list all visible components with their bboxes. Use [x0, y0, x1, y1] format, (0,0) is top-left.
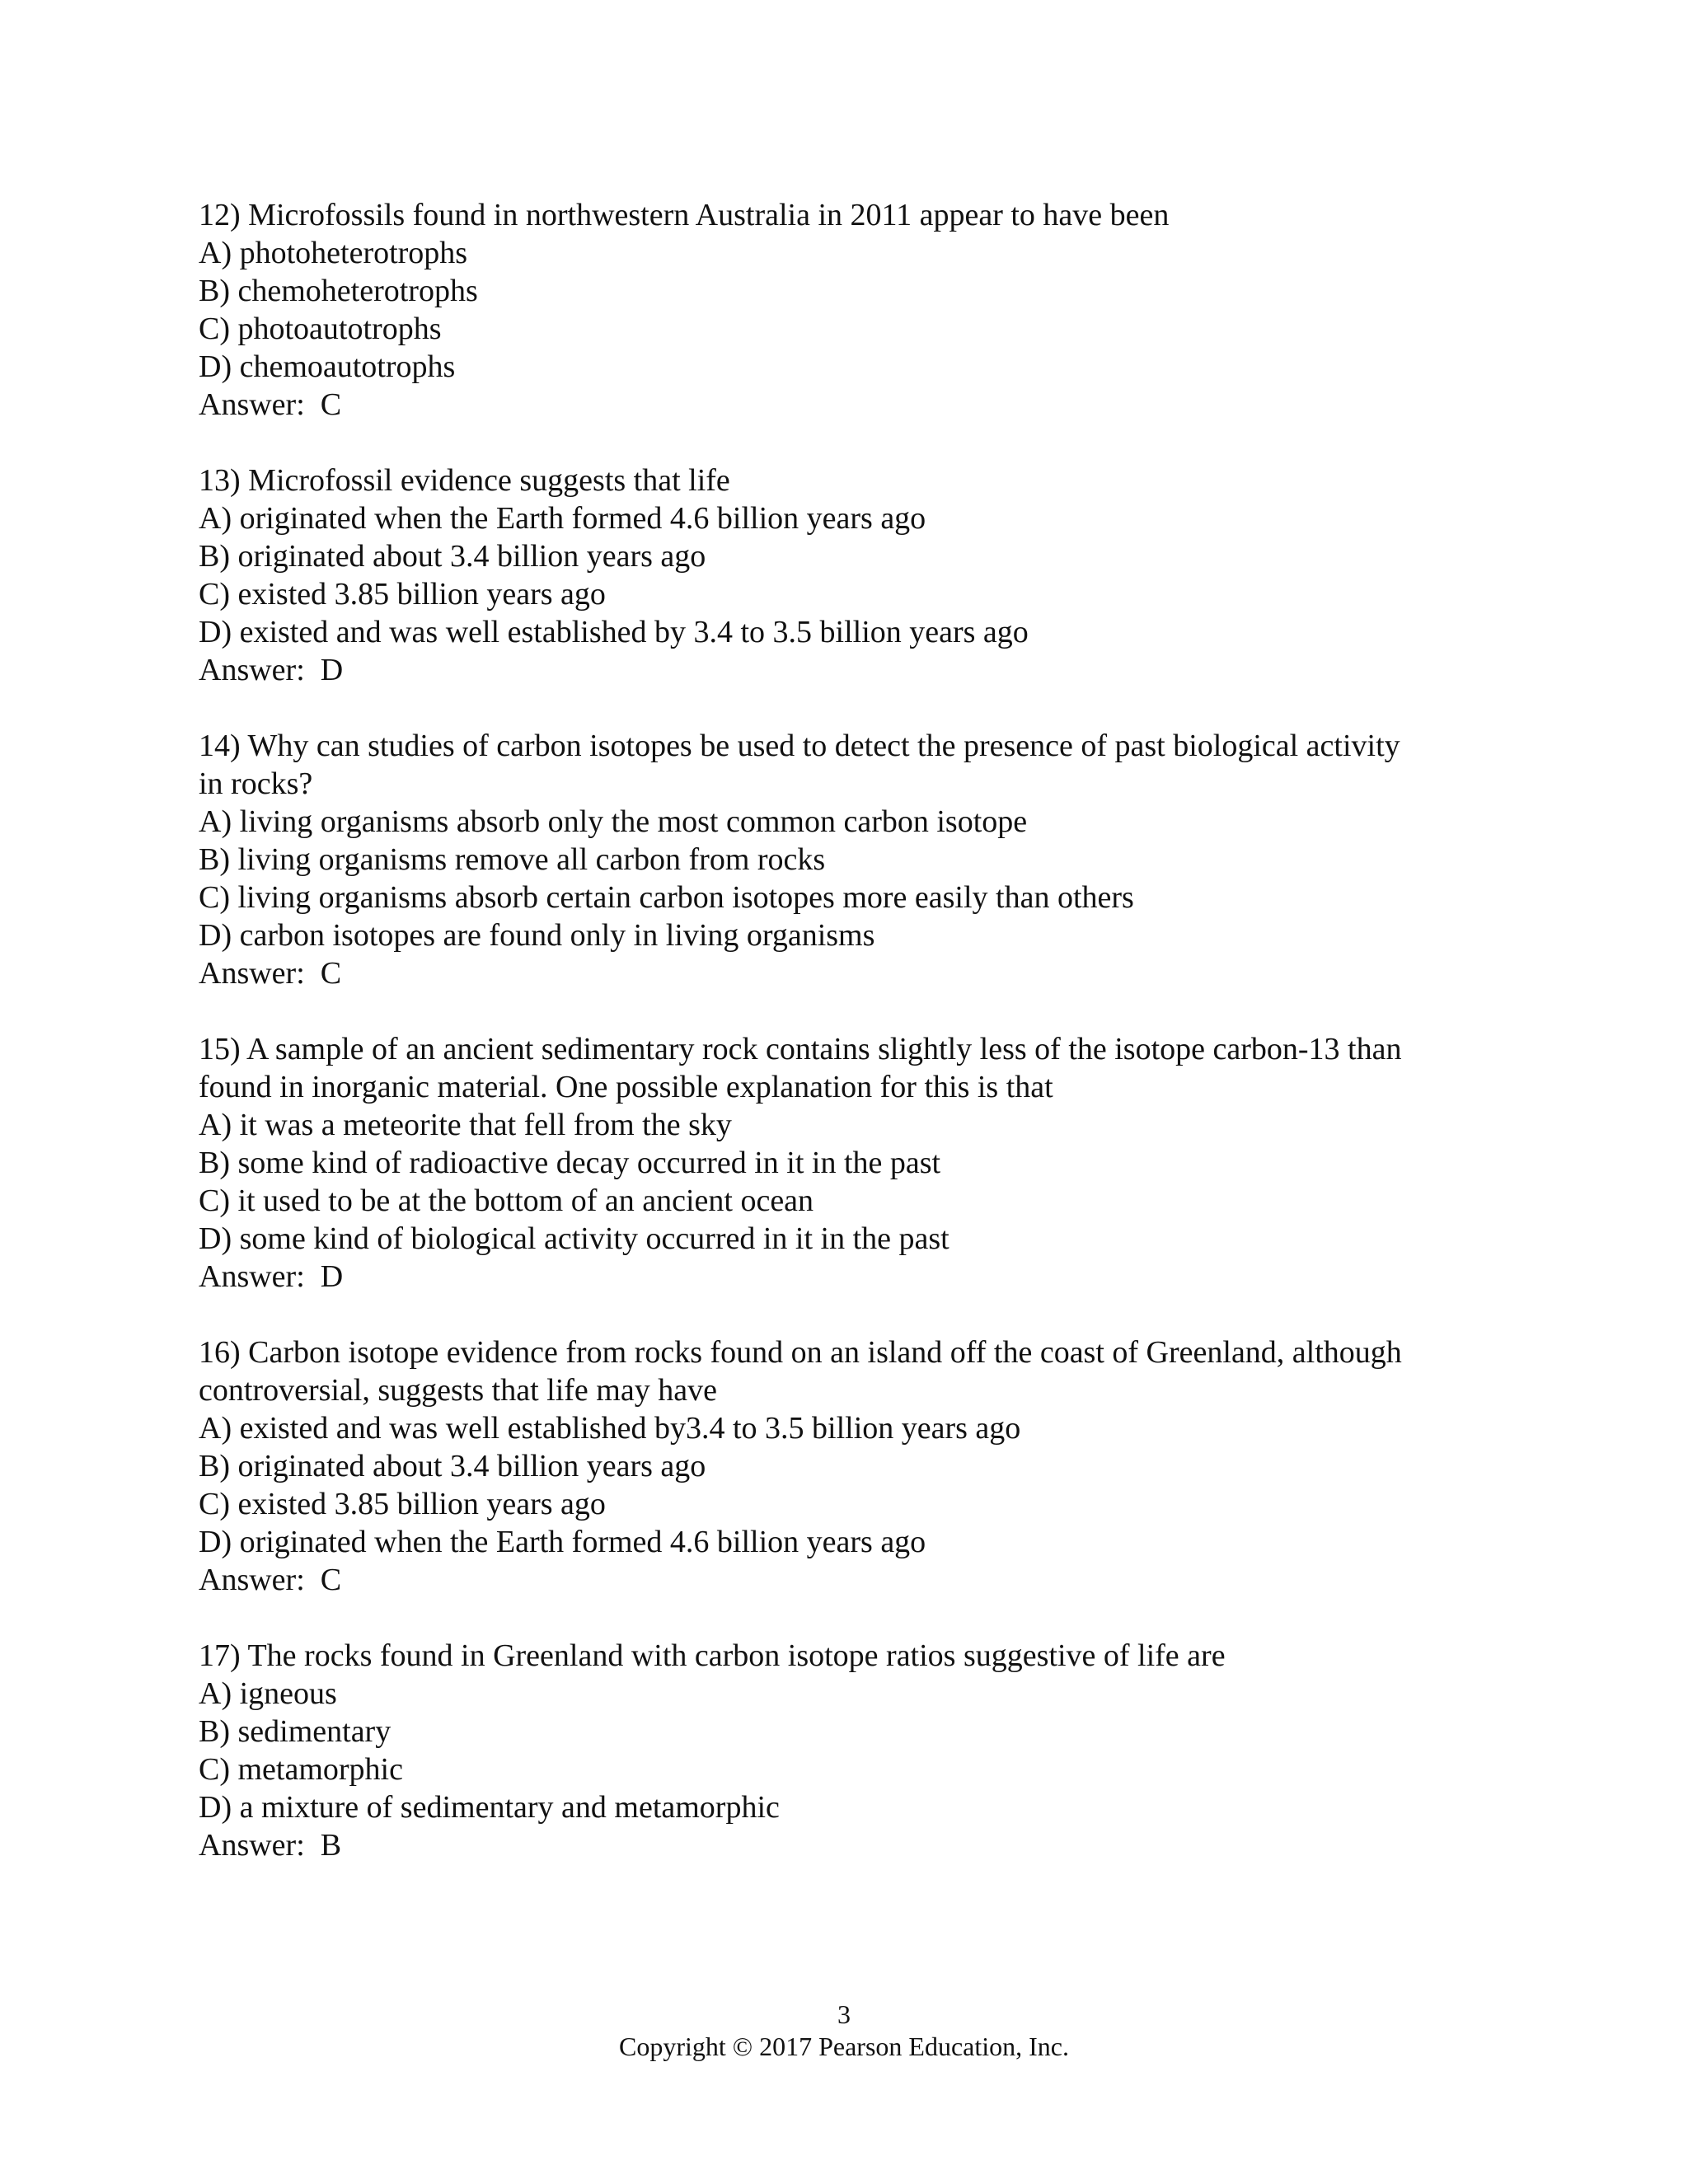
- question-stem: 13) Microfossil evidence suggests that life: [199, 463, 730, 498]
- option-a: A) existed and was well established by3.4 to 3.5 billion years ago: [199, 1411, 1021, 1446]
- option-d: D) chemoautotrophs: [199, 349, 456, 384]
- option-a: A) it was a meteorite that fell from the sky: [199, 1108, 732, 1142]
- question-stem: 17) The rocks found in Greenland with carbon isotope ratios suggestive of life are: [199, 1638, 1226, 1673]
- question-stem-continued: in rocks?: [199, 766, 313, 801]
- answer: Answer: B: [199, 1828, 342, 1863]
- option-b: B) living organisms remove all carbon from rocks: [199, 842, 826, 877]
- question-stem-continued: found in inorganic material. One possible explanation for this is that: [199, 1070, 1053, 1104]
- option-b: B) chemoheterotrophs: [199, 274, 478, 308]
- option-a: A) igneous: [199, 1676, 337, 1711]
- question-stem: 12) Microfossils found in northwestern Australia in 2011 appear to have been: [199, 198, 1170, 232]
- question-12: [199, 196, 1501, 424]
- page-number: 3: [837, 1999, 851, 2029]
- answer: Answer: C: [199, 1563, 342, 1597]
- answer: Answer: D: [199, 653, 344, 687]
- answer: Answer: C: [199, 956, 342, 991]
- option-d: D) a mixture of sedimentary and metamorphic: [199, 1790, 780, 1825]
- question-list: [199, 196, 1501, 1902]
- option-c: C) existed 3.85 billion years ago: [199, 577, 606, 612]
- option-c: C) photoautotrophs: [199, 312, 442, 346]
- question-stem-continued: controversial, suggests that life may have: [199, 1373, 717, 1408]
- option-b: B) some kind of radioactive decay occurred in it in the past: [199, 1146, 941, 1180]
- answer: Answer: C: [199, 387, 342, 422]
- question-13: [199, 462, 1501, 689]
- option-c: C) metamorphic: [199, 1752, 403, 1787]
- option-c: C) living organisms absorb certain carbon isotopes more easily than others: [199, 880, 1134, 915]
- copyright-notice: Copyright © 2017 Pearson Education, Inc.: [619, 2032, 1069, 2061]
- question-stem: 16) Carbon isotope evidence from rocks found on an island off the coast of Greenland, although: [199, 1335, 1402, 1370]
- option-c: C) it used to be at the bottom of an ancient ocean: [199, 1183, 814, 1218]
- answer: Answer: D: [199, 1259, 344, 1294]
- option-a: A) originated when the Earth formed 4.6 billion years ago: [199, 501, 926, 536]
- option-d: D) some kind of biological activity occurred in it in the past: [199, 1221, 950, 1256]
- option-b: B) originated about 3.4 billion years ago: [199, 1449, 706, 1483]
- option-c: C) existed 3.85 billion years ago: [199, 1487, 606, 1521]
- question-stem: 15) A sample of an ancient sedimentary rock contains slightly less of the isotope carbon-13 than: [199, 1032, 1402, 1066]
- option-a: A) photoheterotrophs: [199, 236, 468, 270]
- question-15: [199, 1030, 1501, 1296]
- option-a: A) living organisms absorb only the most common carbon isotope: [199, 804, 1028, 839]
- option-d: D) originated when the Earth formed 4.6 billion years ago: [199, 1525, 926, 1559]
- option-d: D) carbon isotopes are found only in living organisms: [199, 918, 875, 953]
- question-stem: 14) Why can studies of carbon isotopes be used to detect the presence of past biological activity: [199, 729, 1400, 763]
- option-b: B) sedimentary: [199, 1714, 392, 1749]
- question-16: [199, 1333, 1501, 1599]
- option-d: D) existed and was well established by 3.4 to 3.5 billion years ago: [199, 615, 1029, 649]
- question-17: [199, 1637, 1501, 1864]
- option-b: B) originated about 3.4 billion years ago: [199, 539, 706, 574]
- question-14: [199, 727, 1501, 992]
